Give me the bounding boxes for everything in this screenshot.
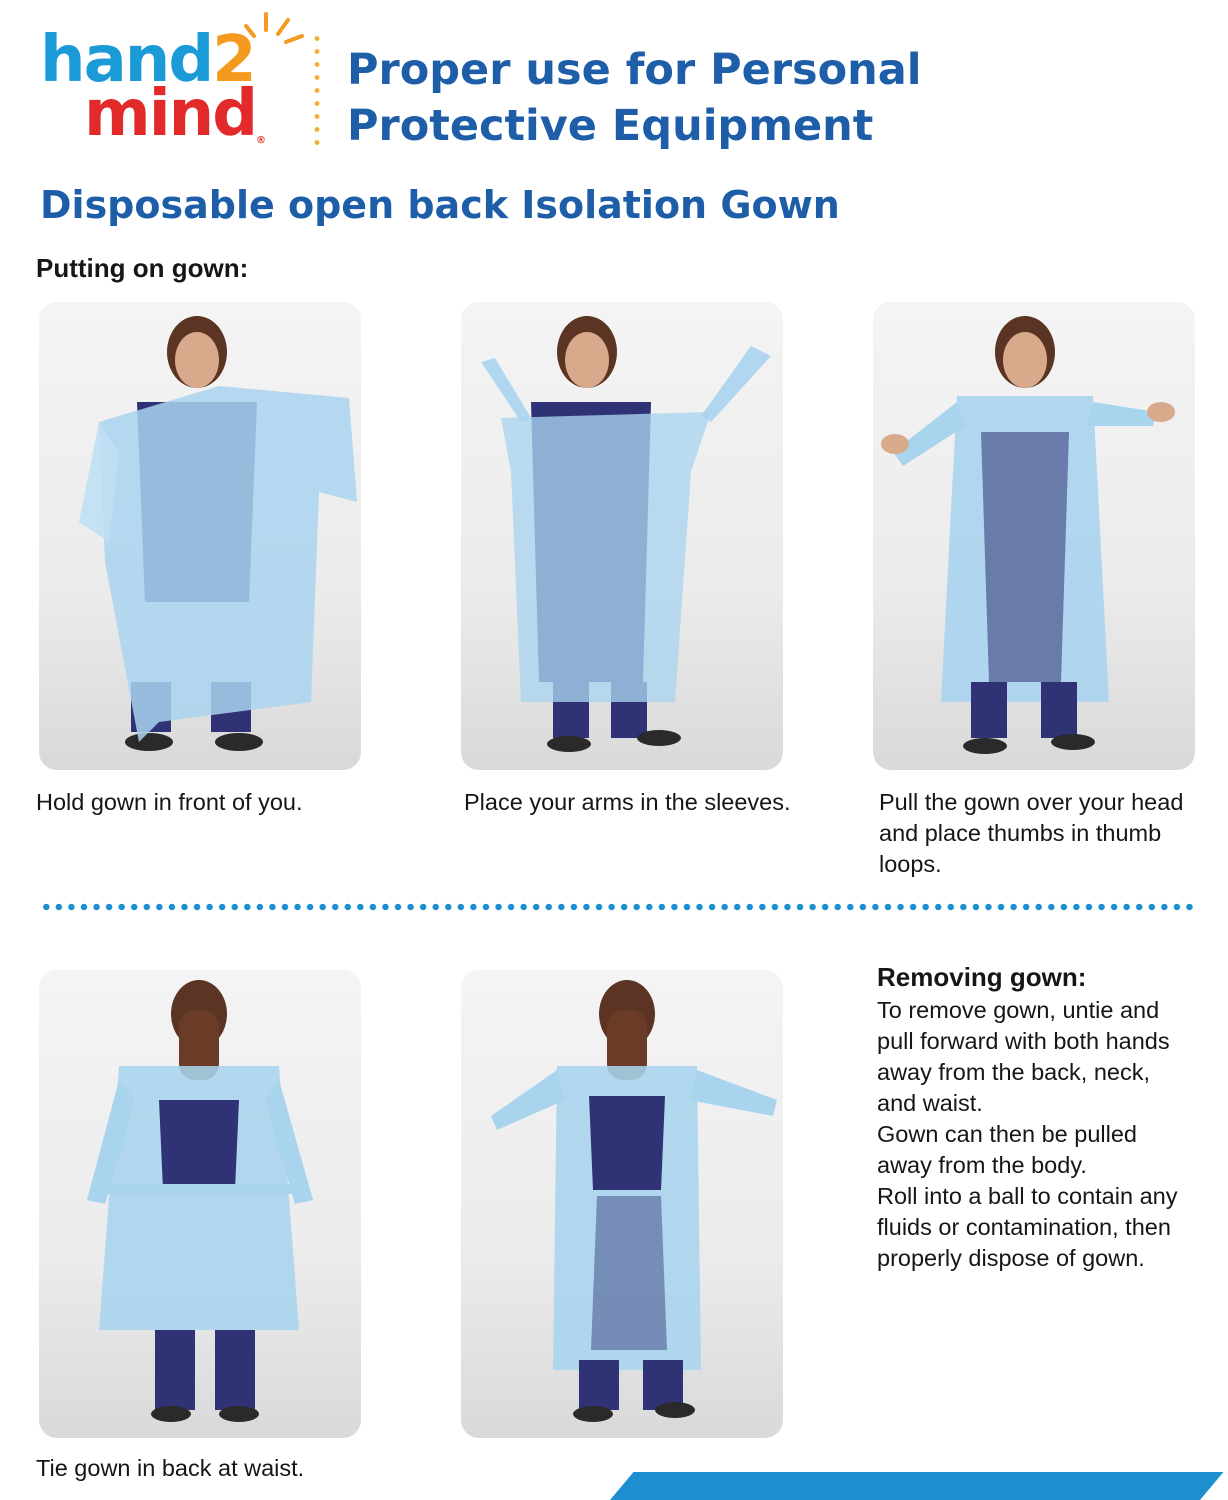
gown-type-subtitle: Disposable open back Isolation Gown (40, 183, 840, 227)
step-photo-back-view (461, 970, 783, 1438)
step-photo-tie-waist (39, 970, 361, 1438)
page-title-line-2: Protective Equipment (347, 101, 874, 151)
logo-line-2: mind® (84, 77, 266, 151)
logo-line-1: hand2 (40, 23, 255, 97)
step-photo-over-head (873, 302, 1195, 770)
removing-line: and waist. (877, 1090, 983, 1116)
page-title-line-1: Proper use for Personal (347, 45, 922, 95)
step-photo-arms-in-sleeves (461, 302, 783, 770)
removing-line: away from the back, neck, (877, 1059, 1150, 1085)
step-caption-3: Pull the gown over your head and place thumbs in thumb loops. (879, 789, 1184, 877)
section-divider (40, 902, 1196, 912)
removing-line: properly dispose of gown. (877, 1245, 1145, 1271)
corner-accent-bar (610, 1472, 1223, 1500)
page-title (347, 42, 1047, 154)
removing-line: Roll into a ball to contain any (877, 1183, 1178, 1209)
step-caption-4: Tie gown in back at waist. (36, 1455, 305, 1481)
step-photo-hold-gown (39, 302, 361, 770)
removing-line: away from the body. (877, 1152, 1087, 1178)
putting-on-heading: Putting on gown: (36, 253, 249, 283)
header-separator (314, 32, 320, 150)
removing-instructions (877, 995, 1207, 1274)
removing-line: pull forward with both hands (877, 1028, 1170, 1054)
removing-line: Gown can then be pulled (877, 1121, 1137, 1147)
hand2mind-logo (38, 4, 288, 156)
removing-heading: Removing gown: (877, 962, 1087, 992)
removing-line: fluids or contamination, then (877, 1214, 1171, 1240)
step-caption-1: Hold gown in front of you. (36, 789, 303, 815)
step-caption-2: Place your arms in the sleeves. (464, 789, 791, 815)
removing-line: To remove gown, untie and (877, 997, 1160, 1023)
